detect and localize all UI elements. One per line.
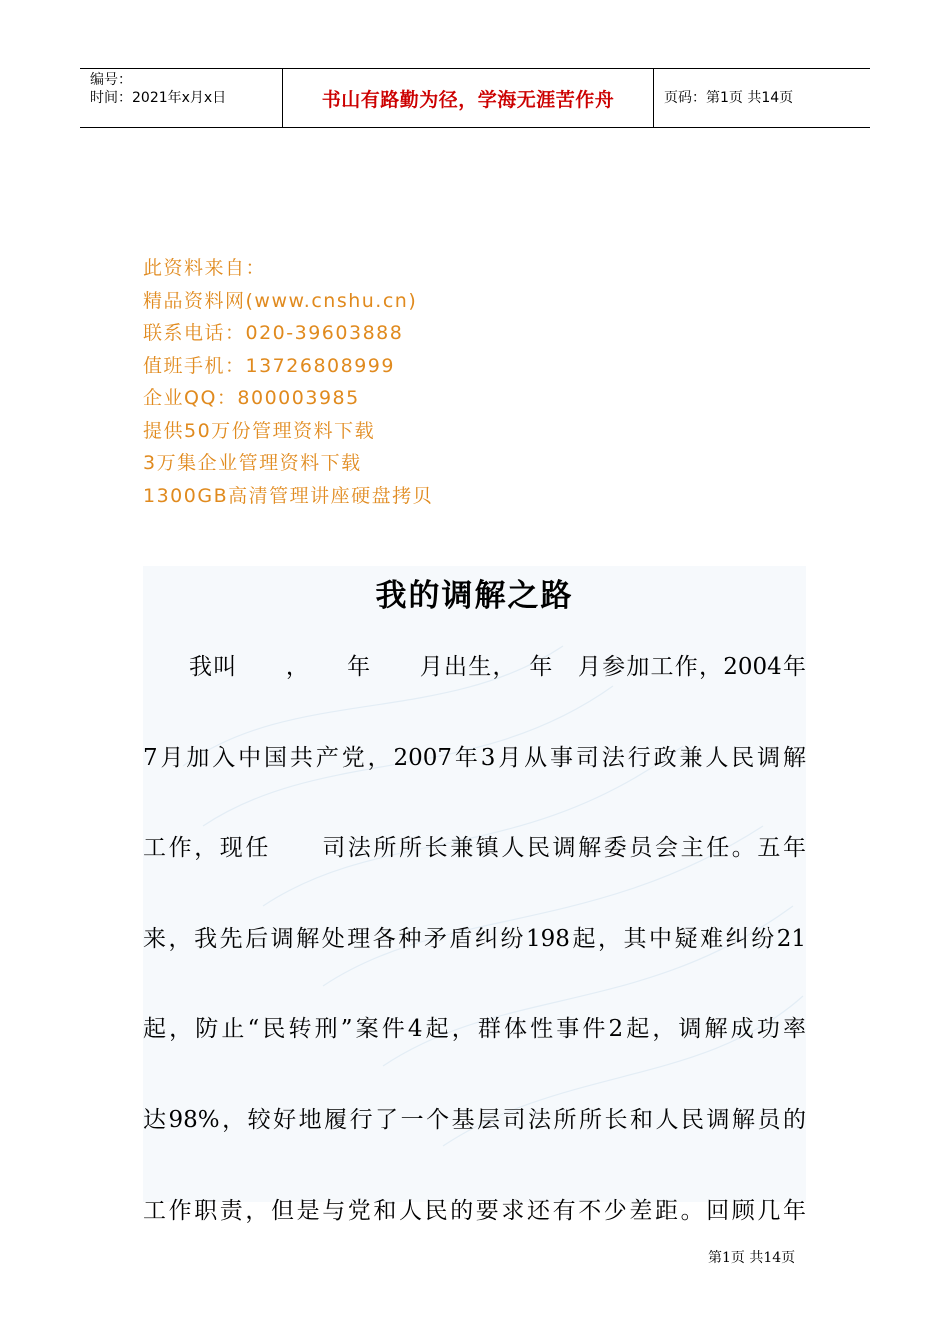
paragraph-line: 起，防止“民转刑”案件4起，群体性事件2起，调解成功率 <box>143 1016 806 1043</box>
article-paragraph <box>143 622 806 1256</box>
source-line: 值班手机：13726808999 <box>143 354 395 377</box>
paragraph-line: 7月加入中国共产党，2007年3月从事司法行政兼人民调解 <box>143 744 806 771</box>
header-page-info: 页码：第1页 共14页 <box>664 90 794 106</box>
page-header <box>80 68 870 128</box>
source-line: 企业QQ：800003985 <box>143 387 360 409</box>
article-body <box>143 566 806 1224</box>
document-number-label: 编号： <box>90 72 132 88</box>
paragraph-line: 工作职责，但是与党和人民的要求还有不少差距。回顾几年 <box>143 1197 806 1224</box>
header-motto: 书山有路勤为径，学海无涯苦作舟 <box>321 88 615 111</box>
page-footer: 第1页 共14页 <box>708 1250 796 1266</box>
header-motto-cell <box>282 69 654 127</box>
paragraph-line: 来，我先后调解处理各种矛盾纠纷198起，其中疑难纠纷21 <box>143 925 806 952</box>
header-page-cell <box>654 69 870 127</box>
source-line: 3万集企业管理资料下载 <box>143 452 362 474</box>
source-line: 提供50万份管理资料下载 <box>143 419 376 442</box>
article-title: 我的调解之路 <box>375 578 574 614</box>
paragraph-line: 我叫 ， 年 月出生， 年 月参加工作，2004年 <box>189 654 806 680</box>
source-line: 此资料来自： <box>143 257 267 279</box>
source-line: 精品资料网(www.cnshu.cn) <box>143 289 418 312</box>
source-line: 联系电话：020-39603888 <box>143 322 404 344</box>
source-info-block <box>143 252 433 512</box>
source-line: 1300GB高清管理讲座硬盘拷贝 <box>143 484 434 507</box>
header-meta <box>80 69 282 127</box>
document-time-label: 时间：2021年x月x日 <box>90 90 227 106</box>
paragraph-line: 达98%，较好地履行了一个基层司法所所长和人民调解员的 <box>143 1106 806 1133</box>
paragraph-line: 工作，现任 司法所所长兼镇人民调解委员会主任。五年 <box>143 835 806 862</box>
